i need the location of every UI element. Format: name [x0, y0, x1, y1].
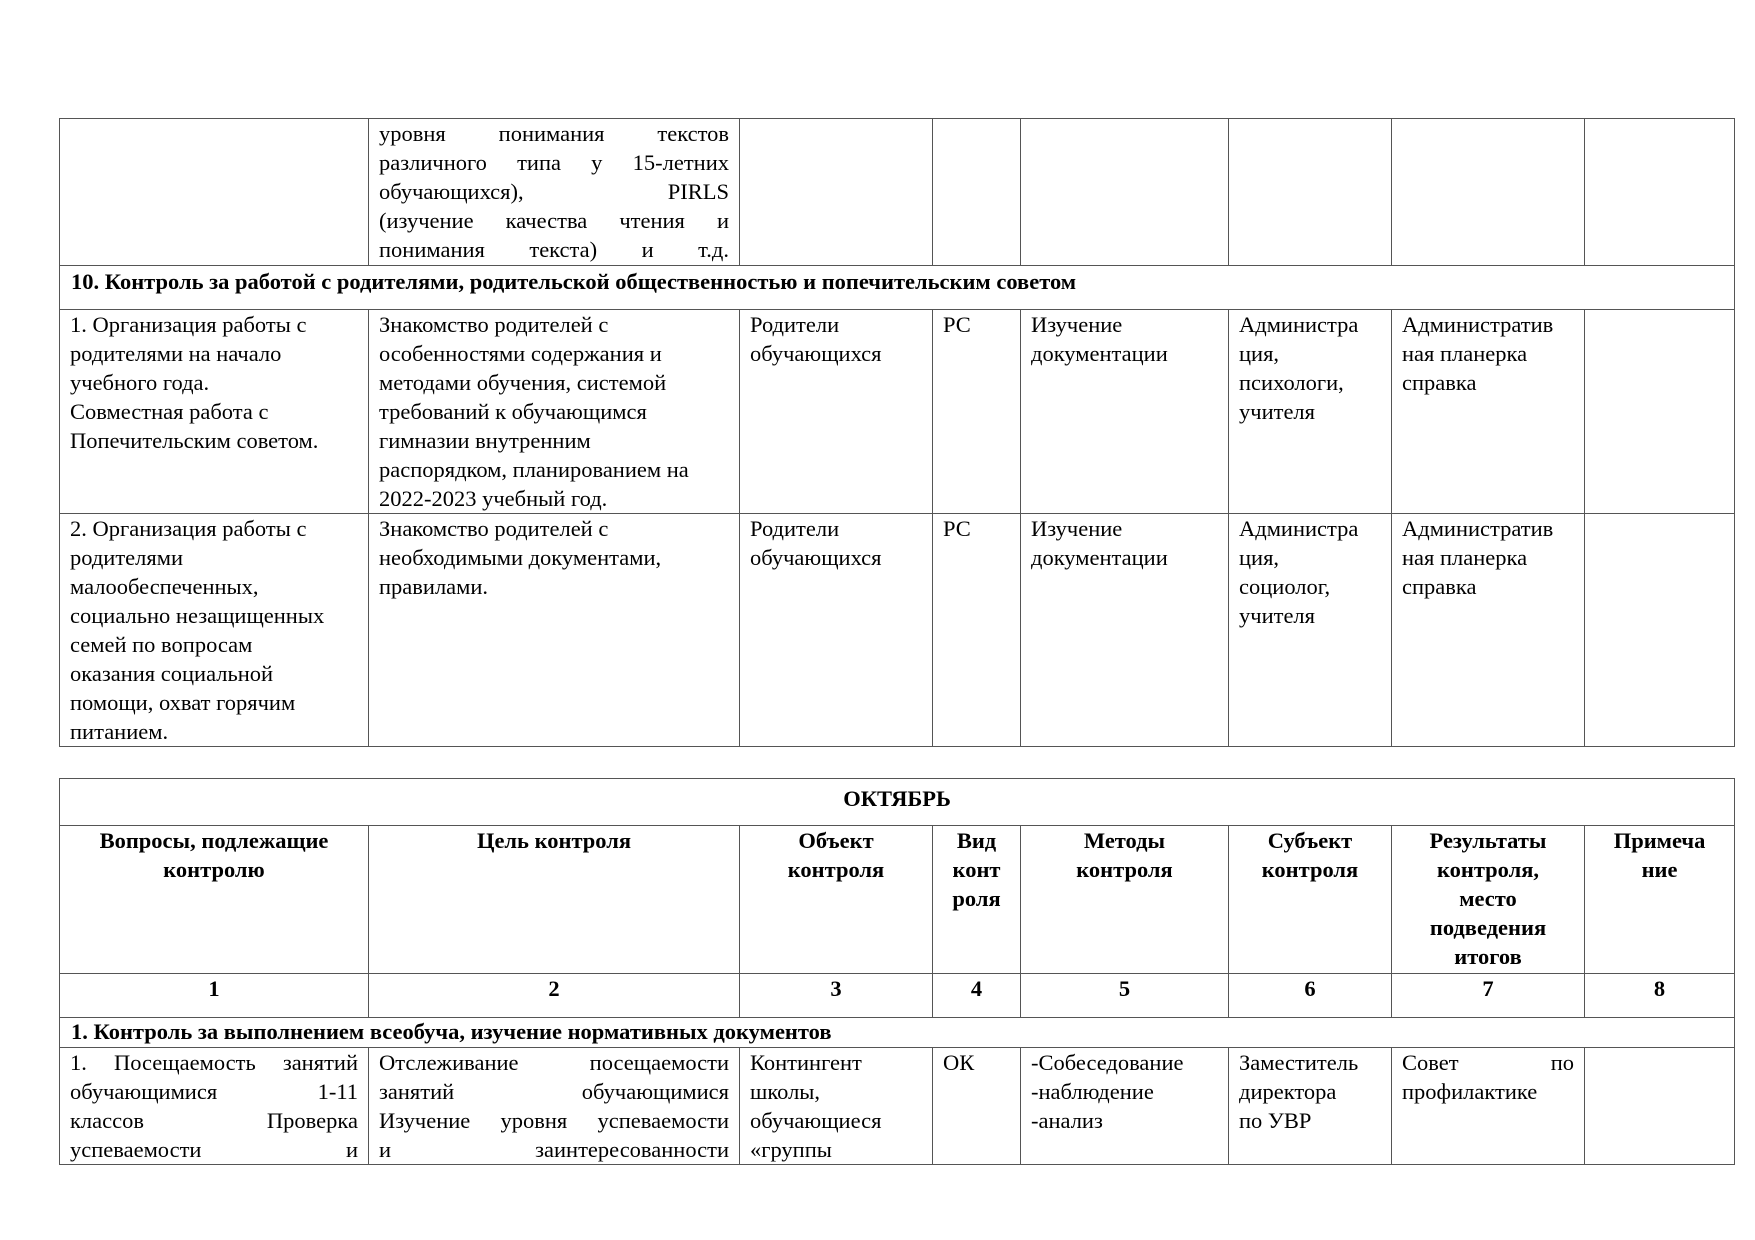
cell-text-line: обучающихся [750, 545, 882, 570]
cell-text-line: Изучение [1031, 312, 1123, 337]
table-cell [1392, 310, 1585, 514]
cell-text-line: Административ [1402, 516, 1554, 541]
table-cell [1021, 119, 1229, 266]
cell-text-line: -наблюдение [1031, 1079, 1154, 1104]
table-cell [1392, 119, 1585, 266]
cell-text-line: Административ [1402, 312, 1554, 337]
cell-text-line: Вопросы, подлежащие [99, 828, 329, 853]
table-cell [1229, 514, 1392, 747]
cell-text-line: особенностями содержания и [379, 341, 662, 366]
cell-text-line: Цель контроля [476, 828, 632, 853]
cell-text-line: контролю [163, 857, 265, 882]
cell-text-line: 2022-2023 учебный год. [379, 486, 608, 511]
cell-text-line: Объект [798, 828, 874, 853]
table-row [60, 514, 1735, 747]
cell-text-line: директора [1239, 1079, 1337, 1104]
table-cell [933, 119, 1021, 266]
cell-text-line: малообеспеченных, [70, 574, 259, 599]
cell-text-line: школы, [750, 1079, 821, 1104]
cell-text-line: -Собеседование [1031, 1050, 1184, 1075]
table-cell [740, 310, 933, 514]
cell-text-line: учителя [1239, 399, 1316, 424]
cell-text-line: Совместная работа с [70, 399, 269, 424]
cell-text-line: Знакомство родителей с [379, 312, 609, 337]
cell-text-line: 2. Организация работы с [70, 516, 307, 541]
table-cell [60, 119, 369, 266]
cell-text-line: Методы [1083, 828, 1166, 853]
cell-text-line: родителями на начало [70, 341, 282, 366]
october-control-table [59, 778, 1735, 1165]
cell-text-line: Родители [750, 312, 840, 337]
cell-text-line: Попечительским советом. [70, 428, 319, 453]
cell-text-line: место [1459, 886, 1517, 911]
column-number: 3 [740, 974, 933, 1018]
column-header-row [60, 826, 1735, 974]
cell-text-line: итогов [1454, 944, 1522, 969]
cell-text-line: по УВР [1239, 1108, 1312, 1133]
section-title: 10. Контроль за работой с родителями, родительской общественностью и попечительским советом [60, 266, 1735, 310]
cell-text-line: семей по вопросам [70, 632, 253, 657]
column-number: 2 [369, 974, 740, 1018]
table-row [60, 1048, 1735, 1165]
table-row [60, 119, 1735, 266]
table-cell [369, 1048, 740, 1165]
column-number: 8 [1585, 974, 1735, 1018]
cell-text-line: обучающихся), PIRLS [379, 179, 729, 204]
cell-text-line: и заинтересованности [379, 1137, 729, 1162]
table-row [60, 310, 1735, 514]
table-cell [1021, 310, 1229, 514]
table-cell [1392, 514, 1585, 747]
cell-text-line: Администра [1239, 312, 1359, 337]
cell-text-line: ция, [1239, 545, 1280, 570]
control-plan-table-continued [59, 118, 1735, 747]
cell-text-line: Отслеживание посещаемости [379, 1050, 729, 1075]
cell-text-line: справка [1402, 574, 1477, 599]
cell-text-line: различного типа у 15-летних [379, 150, 729, 175]
column-number: 1 [60, 974, 369, 1018]
cell-text-line: «группы [750, 1137, 832, 1162]
column-number-row [60, 974, 1735, 1018]
cell-text-line: учебного года. [70, 370, 210, 395]
cell-text-line: 1. Посещаемость занятий [70, 1050, 358, 1075]
column-header [60, 826, 369, 974]
table-cell [60, 310, 369, 514]
cell-text-line: понимания текста) и т.д. [379, 237, 729, 262]
table-cell [740, 119, 933, 266]
table-cell [369, 514, 740, 747]
table-cell [369, 310, 740, 514]
cell-text-line: ная планерка [1402, 341, 1528, 366]
cell-text-line: необходимыми документами, [379, 545, 662, 570]
cell-text-line: контроля [787, 857, 885, 882]
cell-text-line: обучающимися 1-11 [70, 1079, 358, 1104]
cell-text-line: документации [1031, 545, 1168, 570]
column-number: 5 [1021, 974, 1229, 1018]
cell-text-line: профилактике [1402, 1079, 1538, 1104]
cell-text-line: 1. Организация работы с [70, 312, 307, 337]
table-cell [1021, 1048, 1229, 1165]
cell-text-line: контроля, [1436, 857, 1540, 882]
cell-text-line: обучающихся [750, 341, 882, 366]
cell-text-line: Примеча [1613, 828, 1706, 853]
cell-text-line: роля [952, 886, 1001, 911]
cell-text-line: Знакомство родителей с [379, 516, 609, 541]
column-header [933, 826, 1021, 974]
cell-text-line: Администра [1239, 516, 1359, 541]
table-cell [1229, 1048, 1392, 1165]
cell-text-line: оказания социальной [70, 661, 274, 686]
cell-text-line: конт [952, 857, 1001, 882]
cell-text-line: занятий обучающимися [379, 1079, 729, 1104]
cell-text-line: обучающиеся [750, 1108, 882, 1133]
cell-text-line: Вид [956, 828, 997, 853]
cell-text-line: контроля [1076, 857, 1173, 882]
cell-text-line: помощи, охват горячим [70, 690, 296, 715]
cell-text-line: -анализ [1031, 1108, 1103, 1133]
cell-text-line: ция, [1239, 341, 1280, 366]
table-cell [1585, 1048, 1735, 1165]
table-cell [740, 1048, 933, 1165]
cell-text-line: правилами. [379, 574, 489, 599]
column-header [369, 826, 740, 974]
cell-text-line: документации [1031, 341, 1168, 366]
section-header-row [60, 1018, 1735, 1048]
table-cell [933, 1048, 1021, 1165]
column-header [740, 826, 933, 974]
table-cell [369, 119, 740, 266]
cell-text-line: уровня понимания текстов [379, 121, 729, 146]
table-cell [1585, 119, 1735, 266]
table-cell [1229, 310, 1392, 514]
column-header [1585, 826, 1735, 974]
cell-text-line: ние [1641, 857, 1678, 882]
table-cell [740, 514, 933, 747]
table-cell [60, 1048, 369, 1165]
cell-text-line: Изучение [1031, 516, 1123, 541]
cell-text-line: психологи, [1239, 370, 1344, 395]
cell-text-line: ОК [943, 1050, 975, 1075]
cell-text-line: Результаты [1429, 828, 1547, 853]
table-cell [1585, 310, 1735, 514]
section-title: 1. Контроль за выполнением всеобуча, изучение нормативных документов [60, 1018, 1735, 1048]
cell-text-line: РС [943, 312, 971, 337]
cell-text-line: требований к обучающимся [379, 399, 647, 424]
column-header [1229, 826, 1392, 974]
month-header-row [60, 779, 1735, 826]
month-title: ОКТЯБРЬ [60, 779, 1735, 826]
cell-text-line: родителями [70, 545, 184, 570]
column-header [1392, 826, 1585, 974]
cell-text-line: Совет по [1402, 1050, 1574, 1075]
table-cell [60, 514, 369, 747]
table-cell [1585, 514, 1735, 747]
cell-text-line: питанием. [70, 719, 169, 744]
cell-text-line: Контингент [750, 1050, 862, 1075]
cell-text-line: социолог, [1239, 574, 1331, 599]
cell-text-line: учителя [1239, 603, 1316, 628]
cell-text-line: социально незащищенных [70, 603, 325, 628]
cell-text-line: Родители [750, 516, 840, 541]
table-cell [1229, 119, 1392, 266]
section-header-row [60, 266, 1735, 310]
column-header [1021, 826, 1229, 974]
cell-text-line: Заместитель [1239, 1050, 1359, 1075]
table-cell [1021, 514, 1229, 747]
cell-text-line: справка [1402, 370, 1477, 395]
cell-text-line: ная планерка [1402, 545, 1528, 570]
cell-text-line: Изучение уровня успеваемости [379, 1108, 729, 1133]
table-cell [1392, 1048, 1585, 1165]
cell-text-line: успеваемости и [70, 1137, 358, 1162]
cell-text-line: Субъект [1267, 828, 1353, 853]
cell-text-line: подведения [1429, 915, 1547, 940]
table-cell [933, 310, 1021, 514]
cell-text-line: (изучение качества чтения и [379, 208, 729, 233]
column-number: 7 [1392, 974, 1585, 1018]
cell-text-line: контроля [1261, 857, 1359, 882]
table-cell [933, 514, 1021, 747]
cell-text-line: распорядком, планированием на [379, 457, 689, 482]
cell-text-line: РС [943, 516, 971, 541]
cell-text-line: методами обучения, системой [379, 370, 667, 395]
column-number: 4 [933, 974, 1021, 1018]
column-number: 6 [1229, 974, 1392, 1018]
cell-text-line: классов Проверка [70, 1108, 358, 1133]
cell-text-line: гимназии внутренним [379, 428, 591, 453]
